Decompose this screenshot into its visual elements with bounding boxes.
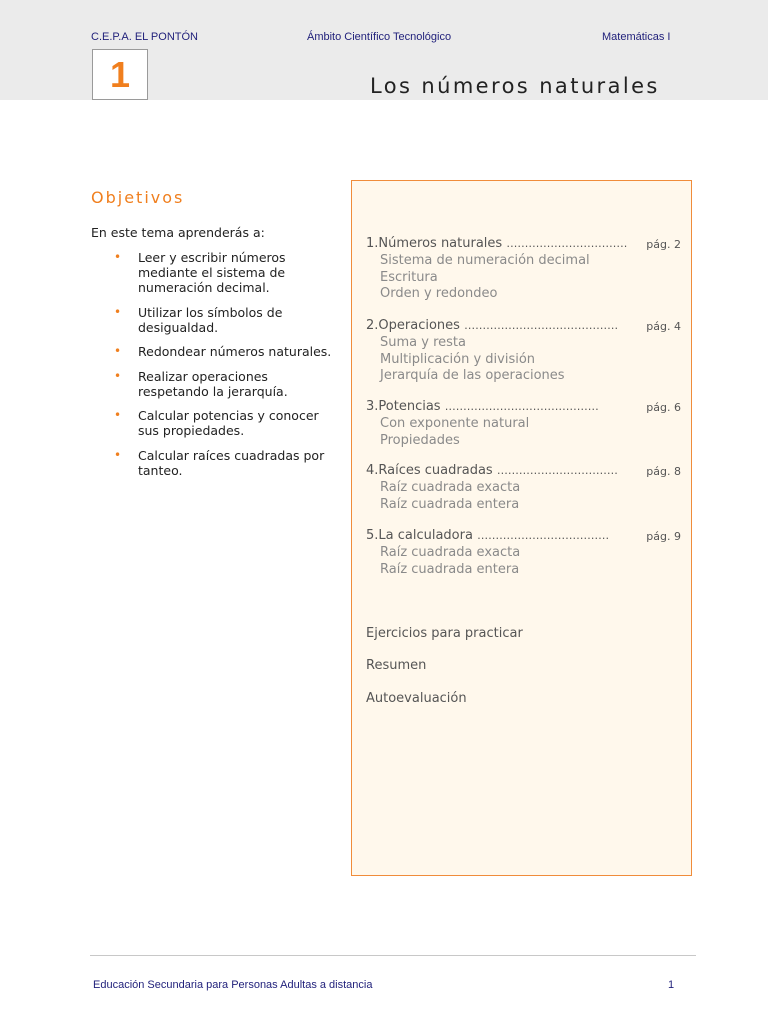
bullet-icon: • xyxy=(114,250,122,264)
toc-subsection[interactable]: Propiedades xyxy=(380,432,460,448)
footer-text: Educación Secundaria para Personas Adultas a distancia xyxy=(93,979,373,991)
toc-section-title: 5.La calculadora xyxy=(366,528,473,543)
objective-text: Realizar operaciones respetando la jerarquía. xyxy=(138,368,288,399)
toc-section-operaciones xyxy=(366,318,686,385)
toc-leader-dots: …………………………… xyxy=(496,464,618,477)
toc-subsection[interactable]: Escritura xyxy=(380,269,438,285)
toc-entry[interactable] xyxy=(366,399,686,416)
toc-page-number: pág. 8 xyxy=(646,465,681,478)
bullet-icon: • xyxy=(114,344,122,358)
bullet-icon: • xyxy=(114,447,122,462)
toc-page-number: pág. 2 xyxy=(646,238,681,251)
toc-section-potencias xyxy=(366,399,686,449)
objective-item xyxy=(114,448,339,478)
objectives-heading: Objetivos xyxy=(91,188,185,207)
toc-subsection[interactable]: Raíz cuadrada exacta xyxy=(380,545,521,560)
toc-section-numeros xyxy=(366,236,686,303)
toc-entry[interactable] xyxy=(366,236,686,253)
footer-page-number: 1 xyxy=(668,979,675,991)
objective-item xyxy=(114,408,339,438)
toc-leader-dots: …………………………………… xyxy=(464,319,619,332)
toc-leader-dots: …………………………… xyxy=(506,237,628,250)
objective-item xyxy=(114,250,339,295)
bullet-icon: • xyxy=(114,408,122,422)
toc-subsection[interactable]: Con exponente natural xyxy=(380,416,530,431)
objective-text: Calcular raíces cuadradas por tanteo. xyxy=(138,447,325,478)
bullet-icon: • xyxy=(114,304,122,319)
school-name: C.E.P.A. EL PONTÓN xyxy=(91,31,198,43)
toc-section-title: 1.Números naturales xyxy=(366,236,503,251)
toc-page-number: pág. 4 xyxy=(646,320,681,333)
area-name: Ámbito Científico Tecnológico xyxy=(307,31,452,43)
objective-text: Redondear números naturales. xyxy=(138,344,332,359)
toc-page-number: pág. 6 xyxy=(646,401,681,414)
toc-subsection[interactable]: Multiplicación y división xyxy=(380,351,536,367)
toc-section-title: 3.Potencias xyxy=(366,399,441,414)
objective-text: Leer y escribir números mediante el sistema de numeración decimal. xyxy=(138,250,286,295)
objectives-list xyxy=(114,250,339,487)
toc-subsection[interactable]: Raíz cuadrada entera xyxy=(380,496,520,512)
toc-ejercicios-link[interactable]: Ejercicios para practicar xyxy=(366,626,523,641)
toc-subsection[interactable]: Sistema de numeración decimal xyxy=(380,253,590,268)
objective-text: Utilizar los símbolos de desigualdad. xyxy=(138,304,283,335)
unit-number-box: 1 xyxy=(92,49,148,100)
toc-leader-dots: …………………………………… xyxy=(444,400,599,413)
toc-entry[interactable] xyxy=(366,463,686,480)
toc-subsection[interactable]: Jerarquía de las operaciones xyxy=(380,368,565,383)
toc-section-raices xyxy=(366,463,686,513)
subject-name: Matemáticas I xyxy=(602,31,671,43)
objective-text: Calcular potencias y conocer sus propiedades. xyxy=(138,408,319,438)
toc-entry[interactable] xyxy=(366,528,686,545)
objective-item xyxy=(114,344,339,359)
toc-subsection[interactable]: Raíz cuadrada entera xyxy=(380,561,520,577)
page-title: Los números naturales xyxy=(370,74,660,98)
toc-section-title: 2.Operaciones xyxy=(366,318,460,333)
objective-item xyxy=(114,305,339,335)
toc-page-number: pág. 9 xyxy=(646,530,681,543)
objectives-intro: En este tema aprenderás a: xyxy=(91,225,265,240)
toc-autoevaluacion-link[interactable]: Autoevaluación xyxy=(366,691,467,706)
toc-leader-dots: ……………………………… xyxy=(477,529,610,542)
toc-subsection[interactable]: Suma y resta xyxy=(380,335,466,350)
bullet-icon: • xyxy=(114,368,122,383)
footer-divider xyxy=(90,955,696,956)
toc-resumen-link[interactable]: Resumen xyxy=(366,658,427,673)
toc-subsection[interactable]: Orden y redondeo xyxy=(380,286,498,301)
objective-item xyxy=(114,369,339,399)
toc-entry[interactable] xyxy=(366,318,686,335)
toc-subsection[interactable]: Raíz cuadrada exacta xyxy=(380,480,521,495)
toc-section-title: 4.Raíces cuadradas xyxy=(366,463,493,478)
table-of-contents xyxy=(351,180,692,876)
toc-section-calculadora xyxy=(366,528,686,578)
